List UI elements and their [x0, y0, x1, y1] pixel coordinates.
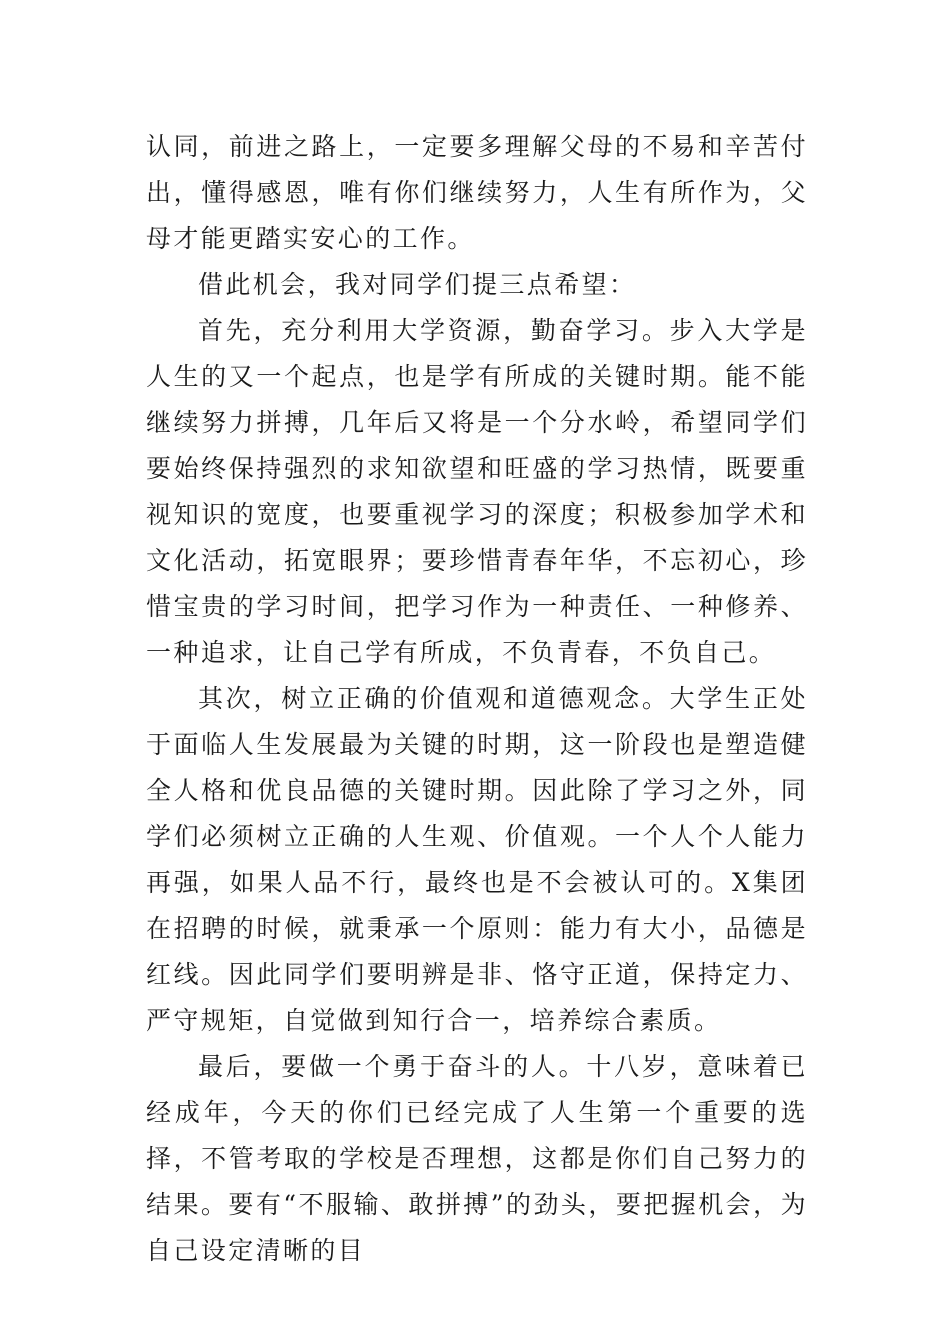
paragraph-third-hope: 最后，要做一个勇于奋斗的人。十八岁，意味着已经成年，今天的你们已经完成了人生第一个重要的选择，不管考取的学校是否理想，这都是你们自己努力的结果。要有“不服输、敢拼搏”的劲头，要把握机会，为自己设定清晰的目: [146, 1052, 808, 1265]
paragraph-first-hope: 首先，充分利用大学资源，勤奋学习。步入大学是人生的又一个起点，也是学有所成的关键时期。能不能继续努力拼搏，几年后又将是一个分水岭，希望同学们要始终保持强烈的求知欲望和旺盛的学习热情，既要重视知识的宽度，也要重视学习的深度；积极参加学术和文化活动，拓宽眼界；要珍惜青春年华，不忘初心，珍惜宝贵的学习时间，把学习作为一种责任、一种修养、一种追求，让自己学有所成，不负青春，不负自己。: [146, 316, 808, 667]
paragraph-continuation: 认同，前进之路上，一定要多理解父母的不易和辛苦付出，懂得感恩，唯有你们继续努力，人生有所作为，父母才能更踏实安心的工作。: [146, 132, 808, 253]
paragraph-intro-hopes: 借此机会，我对同学们提三点希望：: [198, 270, 637, 299]
paragraph-second-hope: 其次，树立正确的价值观和道德观念。大学生正处于面临人生发展最为关键的时期，这一阶段也是塑造健全人格和优良品德的关键时期。因此除了学习之外，同学们必须树立正确的人生观、价值观。一个人个人能力再强，如果人品不行，最终也是不会被认可的。X集团在招聘的时候，就秉承一个原则：能力有大小，品德是红线。因此同学们要明辨是非、恪守正道，保持定力、严守规矩，自觉做到知行合一，培养综合素质。: [146, 684, 808, 1035]
body-text: [146, 124, 808, 1274]
